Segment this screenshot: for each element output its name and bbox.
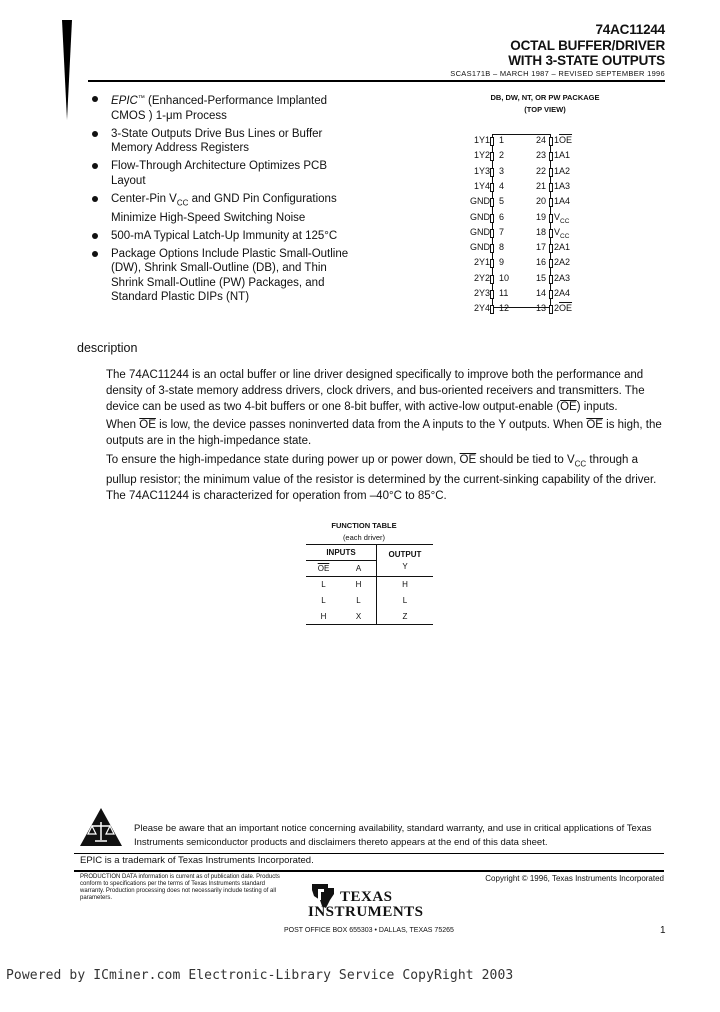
pin-lead	[549, 275, 553, 284]
pin-lead	[549, 290, 553, 299]
feature-item: Flow-Through Architecture Optimizes PCB Layout	[90, 159, 360, 188]
trademark-notice: EPIC is a trademark of Texas Instruments Incorporated.	[80, 855, 314, 866]
pin-lead	[490, 290, 494, 299]
pin-name-right: 2A4	[554, 288, 571, 298]
page-number: 1	[660, 925, 666, 936]
table-cell: H	[341, 577, 377, 593]
footer-rule-1	[74, 853, 664, 854]
pin-lead	[490, 244, 494, 253]
title-line-1: OCTAL BUFFER/DRIVER	[510, 38, 665, 53]
pin-number-right: 13	[535, 303, 546, 314]
pin-number-left: 12	[499, 303, 510, 314]
pin-lead	[490, 152, 494, 161]
pin-name-right: 2A1	[554, 242, 571, 253]
pin-lead	[549, 198, 553, 207]
pin-lead	[490, 214, 494, 223]
pin-number-right: 21	[535, 180, 546, 191]
pin-number-left: 5	[499, 196, 505, 207]
pin-lead	[549, 229, 553, 238]
pin-number-right: 16	[535, 257, 546, 268]
package-title: DB, DW, NT, OR PW PACKAGE (TOP VIEW)	[490, 93, 600, 114]
corner-wedge-decoration	[62, 20, 72, 120]
pin-number-right: 23	[535, 150, 546, 161]
document-reference: SCAS171B – MARCH 1987 – REVISED SEPTEMBER 1996	[450, 69, 665, 78]
pin-number-left: 7	[499, 226, 505, 237]
pin-number-right: 14	[535, 288, 546, 298]
pin-name-left: 1Y4	[473, 180, 490, 191]
output-header: OUTPUT Y	[388, 549, 422, 571]
feature-item: EPIC™ (Enhanced-Performance Implanted CMOS ) 1-μm Process	[90, 92, 360, 123]
pin-lead	[549, 244, 553, 253]
description-paragraph-1: The 74AC11244 is an octal buffer or line driver designed specifically to improve both the performance and density of 3-state memory address drivers, clock drivers, and bus-oriented receivers and transmitters. The device can be used as two 4-bit buffers or one 8-bit buffer, with active-low output-enable $(\overline{OE})$ inputs.	[106, 369, 645, 413]
pin-name-right: 2A3	[554, 272, 571, 283]
pin-lead	[490, 229, 494, 238]
description-paragraph-2: When $\overline{OE}$ is low, the device passes noninverted data from the A inputs to the Y outputs. When $\overline{OE}$ is high, the outputs are in the high-impedance state.	[106, 419, 662, 447]
pin-lead	[549, 305, 553, 314]
pin-number-left: 4	[499, 180, 505, 191]
pin-lead	[490, 198, 494, 207]
pin-number-right: 18	[535, 226, 546, 237]
pin-name-right: $1\overline{OE}$	[554, 135, 573, 145]
pin-lead	[490, 259, 494, 268]
table-cell: Z	[402, 611, 408, 621]
pin-name-left: GND	[470, 242, 490, 253]
pin-number-right: 17	[535, 242, 546, 253]
pin-lead	[490, 275, 494, 284]
pin-number-right: 19	[535, 211, 546, 222]
ti-logo-text-texas: TEXAS	[340, 889, 393, 905]
pin-name-left: 1Y3	[473, 165, 490, 176]
description-paragraph-3: To ensure the high-impedance state during power up or power down, $\overline{OE}$ should be tied to $V_{CC}$ through a pullup resistor; the minimum value of the resistor is determined by the current-sinking capability of the driver.	[106, 454, 657, 487]
pin-name-right: 2A2	[554, 257, 571, 268]
pin-lead	[549, 137, 553, 146]
watermark: Powered by ICminer.com Electronic-Library Service CopyRight 2003	[6, 968, 514, 983]
pin-lead	[549, 214, 553, 223]
title-line-2: WITH 3-STATE OUTPUTS	[508, 53, 665, 68]
pin-number-left: 10	[499, 272, 510, 283]
pin-number-right: 22	[535, 165, 546, 176]
table-cell: X	[341, 609, 377, 625]
feature-item: 500-mA Typical Latch-Up Immunity at 125°C	[90, 229, 360, 244]
pin-lead	[490, 305, 494, 314]
feature-list	[90, 92, 360, 308]
ti-logo-text-instruments: INSTRUMENTS	[308, 904, 424, 920]
function-table	[306, 544, 433, 625]
pin-number-left: 3	[499, 165, 505, 176]
part-number: 74AC11244	[595, 22, 665, 37]
pin-lead	[549, 259, 553, 268]
column-a: A	[341, 561, 377, 577]
pin-number-right: 24	[535, 135, 546, 145]
pin-lead	[490, 168, 494, 177]
feature-item: 3-State Outputs Drive Bus Lines or Buffer Memory Address Registers	[90, 127, 360, 156]
pin-name-left: 1Y1	[473, 135, 490, 145]
pin-name-left: GND	[470, 196, 490, 207]
pin-name-left: 2Y3	[473, 288, 490, 298]
table-cell: L	[341, 593, 377, 609]
pin-name-right: 1A2	[554, 165, 571, 176]
column-oe: $\overline{OE}$	[317, 564, 330, 573]
description-paragraph-4: The 74AC11244 is characterized for operation from –40°C to 85°C.	[106, 490, 447, 502]
pin-name-left: 2Y1	[473, 257, 490, 268]
table-cell: L	[321, 596, 326, 605]
table-cell: H	[320, 611, 327, 621]
pin-number-right: 15	[535, 272, 546, 283]
ti-address: POST OFFICE BOX 655303 • DALLAS, TEXAS 75265	[284, 927, 454, 934]
warning-triangle-icon	[78, 806, 124, 848]
pin-name-right: 1A3	[554, 180, 571, 191]
feature-item: Center-Pin $V_{CC}$ and GND Pin Configurations Minimize High-Speed Switching Noise	[90, 192, 360, 225]
pin-name-right: $V_{CC}$	[554, 226, 570, 240]
header-rule	[88, 80, 665, 82]
pin-lead	[490, 137, 494, 146]
pin-lead	[549, 183, 553, 192]
pin-name-right: $V_{CC}$	[554, 211, 570, 225]
pin-lead	[490, 183, 494, 192]
description-heading: description	[77, 341, 138, 355]
production-data-notice: PRODUCTION DATA information is current as of publication date. Products conform to specifications per the terms of Texas Instruments standard warranty. Production processing does not necessarily include testing of all parameters.	[80, 874, 280, 901]
pin-number-right: 20	[535, 196, 546, 207]
pin-name-left: GND	[470, 226, 490, 237]
pin-number-left: 2	[499, 150, 505, 161]
function-table-subtitle: (each driver)	[342, 533, 386, 542]
pin-name-right: 1A4	[554, 196, 571, 207]
pin-number-left: 9	[499, 257, 505, 268]
table-cell: H	[402, 580, 408, 590]
pin-number-left: 11	[499, 288, 509, 298]
feature-item: Package Options Include Plastic Small-Outline (DW), Shrink Small-Outline (DB), and Thin Shrink Small-Outline (PW) Packages, and Standard Plastic DIPs (NT)	[90, 247, 360, 305]
pin-name-right: 1A1	[554, 150, 571, 161]
pin-lead	[549, 168, 553, 177]
pin-number-left: 1	[499, 135, 505, 145]
pin-name-left: 2Y4	[473, 303, 490, 314]
copyright: Copyright © 1996, Texas Instruments Incorporated	[485, 874, 664, 883]
pin-number-left: 6	[499, 211, 505, 222]
pin-name-left: GND	[470, 211, 490, 222]
pin-lead	[549, 152, 553, 161]
pin-name-left: 1Y2	[473, 150, 490, 161]
important-notice: Please be aware that an important notice concerning availability, standard warranty, and use in critical applications of Texas Instruments semiconductor products and disclaimers thereto appears at the end of this data sheet.	[134, 823, 652, 848]
pin-number-left: 8	[499, 242, 505, 253]
table-cell: L	[402, 596, 408, 605]
function-table-title: FUNCTION TABLE	[331, 521, 397, 530]
pin-name-right: $2\overline{OE}$	[554, 303, 573, 314]
pin-name-left: 2Y2	[473, 272, 490, 283]
inputs-header: INPUTS	[306, 545, 377, 561]
table-cell: L	[321, 580, 326, 590]
